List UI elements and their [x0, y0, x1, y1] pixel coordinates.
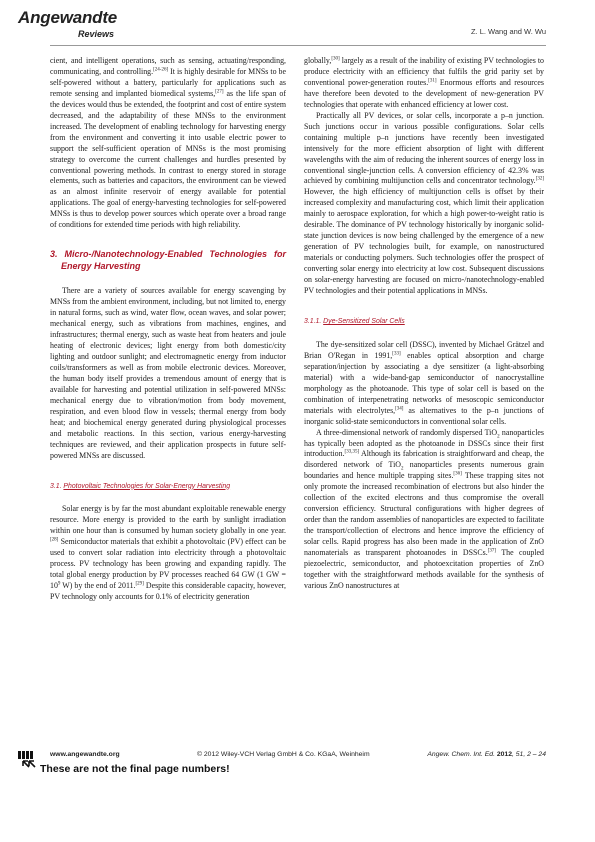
running-head-authors: Z. L. Wang and W. Wu	[470, 27, 546, 36]
footer-copyright: © 2012 Wiley-VCH Verlag GmbH & Co. KGaA, Weinheim	[197, 751, 370, 758]
paragraph: Solar energy is by far the most abundant exploitable renewable energy resource. More energy is provided to the earth by sunlight irradiation within one hour than is consumed by human society globally in one year.[28] Semiconductor materials that exhibit a photovoltaic (PV) effect can be used to convert solar radiation into electricity through a photovoltaic process. PV technology has been growing and expanding rapidly. The total global energy production by PV processes reached 64 GW (1 GW = $10^9$ W) by the end of 2011.[29] Despite this considerable capacity, however, PV technology only accounts for 0.1% of electricity generation	[50, 504, 286, 602]
footer-citation: Angew. Chem. Int. Ed. 2012, 51, 2 – 24	[427, 751, 546, 758]
section-heading: 3. Micro-/Nanotechnology-Enabled Technologies for Energy Harvesting	[50, 249, 286, 271]
citation[interactable]: [34]	[395, 406, 404, 412]
citation[interactable]: [36]	[453, 471, 462, 477]
subsection-heading: 3.1.1. Dye-Sensitized Solar Cells	[304, 317, 405, 325]
citation[interactable]: [24-26]	[153, 67, 169, 73]
header-divider	[50, 45, 546, 46]
paragraph: The dye-sensitized solar cell (DSSC), invented by Michael Grätzel and Brian O'Regan in 1991,[33] enables optical absorption and charge separation/injection by associating a dye sensitizer (a light-absorbing material) with a wide-band-gap semiconductor of nanocrystalline morphology as the photoanode. This type of solar cell is based on the combination of interpenetrating networks of mesoscopic semiconductor materials with electrolytes,[34] as alternatives to the p–n junctions of inorganic solid-state semiconductors in conventional solar cells.	[304, 339, 544, 426]
page-marker-bars-icon	[18, 751, 36, 759]
citation[interactable]: [37]	[487, 548, 497, 554]
citation[interactable]: [33,35]	[344, 449, 360, 455]
paragraph: There are a variety of sources available for energy scavenging by MNSs from the ambient environment, including, but not limited to, energy in natural forms, such as wind, water flow, ocean waves, and solar power; mechanical energy, such as vibrations from machines, engines, and infrastructures; thermal energy, such as waste heat from heaters and joule heating of electronic devices; light energy from both domestic/city lighting and outdoor sunlight; and electromagnetic energy from inductor coils/transformers as well as from mobile electronic devices. Moreover, the human body itself provides a tremendous amount of energy that is available for harvesting and potential utilization in self-powered MNSs: mechanical energy due to vibration/motion from body movement, respiration, and even blood flow in vessels; thermal energy from body heat; and biochemical energy generated during physiological processes and metabolic reactions. In this section, various energy-harvesting techniques are reviewed, and their application prospects in future self-powered MNSs are discussed.	[50, 286, 286, 460]
citation[interactable]: [30]	[331, 56, 340, 62]
journal-logo	[18, 8, 128, 44]
paragraph: globally,[30] largely as a result of the inability of existing PV technologies to produce electricity with an efficiency that fulfils the grid parity set by conventional power-generation routes.[31] Enormous efforts and resources have therefore been devoted to the development of new-generation PV technologies that operate with enhanced efficiency at lower cost.	[304, 56, 545, 109]
logo-main-text: Angewandte	[18, 8, 118, 27]
arrows-icon	[22, 760, 36, 770]
page-number-notice: These are not the final page numbers!	[40, 763, 230, 775]
paragraph: Practically all PV devices, or solar cells, incorporate a p–n junction. Such junctions occur in various possible configurations. Solar cells containing multiple p–n junctions have recently been investigated intensively for the more efficient absorption of light with different wavelengths with the aim of reducing the inherent sources of energy loss in conventional single-junction cells. A conversion efficiency of 42.3% was achieved by combining multijunction cells and concentrator technology.[32] However, the high efficiency of multijunction cells is offset by their increased complexity and manufacturing cost, which limit their application mainly to aerospace exploration, for which a high power-to-weight ratio is desirable. The dominance of PV technology historically by inorganic solid-state junction devices is now being challenged by the emergence of a new generation of PV technologies built, for example, on nanostructured materials or conducting polymers. Such technologies offer the prospect of converting solar energy into electricity at low cost. Subsequent discussions on solar-energy harvesting are focused on micro-/nanotechnology-enabled PV technologies and their potential applications in MNSs.	[304, 110, 544, 296]
citation[interactable]: [33]	[392, 351, 401, 357]
footer-website-link[interactable]: www.angewandte.org	[50, 751, 120, 758]
subsection-heading: 3.1. Photovoltaic Technologies for Solar-Energy Harvesting	[50, 482, 231, 490]
right-column	[304, 56, 544, 592]
citation[interactable]: [31]	[428, 78, 437, 84]
citation[interactable]: [27]	[215, 89, 224, 95]
left-column	[50, 56, 286, 603]
logo-sub-text: Reviews	[78, 29, 115, 39]
citation[interactable]: [28]	[50, 537, 59, 543]
citation[interactable]: [32]	[535, 176, 544, 182]
paragraph: A three-dimensional network of randomly dispersed TiO$_2$ nanoparticles has typically been adopted as the photoanode in DSSCs since their first introduction.[33,35] Although its fabrication is straightforward and cheap, the disordered network of TiO$_2$ nanoparticles presents numerous grain boundaries and hence multiple trapping sites.[36] These trapping sites not only promote the increased recombination of electrons but also hinder the collection of the excited electrons and thus compromise the overall conversion efficiency. Structural configurations with higher degrees of order than the random assemblies of nanoparticles are expected to facilitate the transport/collection of electrons and hence improve the efficiency of solar cells. Rapid progress has also been made in the application of ZnO nanomaterials as transparent photoanodes in DSSCs.[37] The coupled piezoelectric, semiconductor, and photoexcitation properties of ZnO together with the straightforward methods available for the synthesis of various ZnO nanostructures at	[304, 427, 544, 590]
paragraph: cient, and intelligent operations, such as sensing, actuating/responding, communicating, and controlling.[24-26] It is highly desirable for MNSs to be self-powered without a battery, particularly for applications such as remote sensing and implanted biomedical systems,[27] as the life span of the devices would thus be extended, the footprint and cost of entire system decreased, and the adaptability of these MNSs to the environment increased. The development of enabling technology for harvesting energy from the environment and converting it into usable electric power to support the self-sufficient operation of MNSs is the most promising strategy to overcome the current challenges and hurdles presented by conventional powering methods. In contrast to energy stored in storage elements, such as batteries and capacitors, the environment can be viewed as an almost infinite reservoir of energy available for potential applications. The goal of energy-harvesting technologies for self-powered MNSs is thus to develop power sources which operate over a broad range of conditions for extended time periods with high reliability.	[50, 56, 286, 230]
citation[interactable]: [29]	[135, 581, 144, 587]
